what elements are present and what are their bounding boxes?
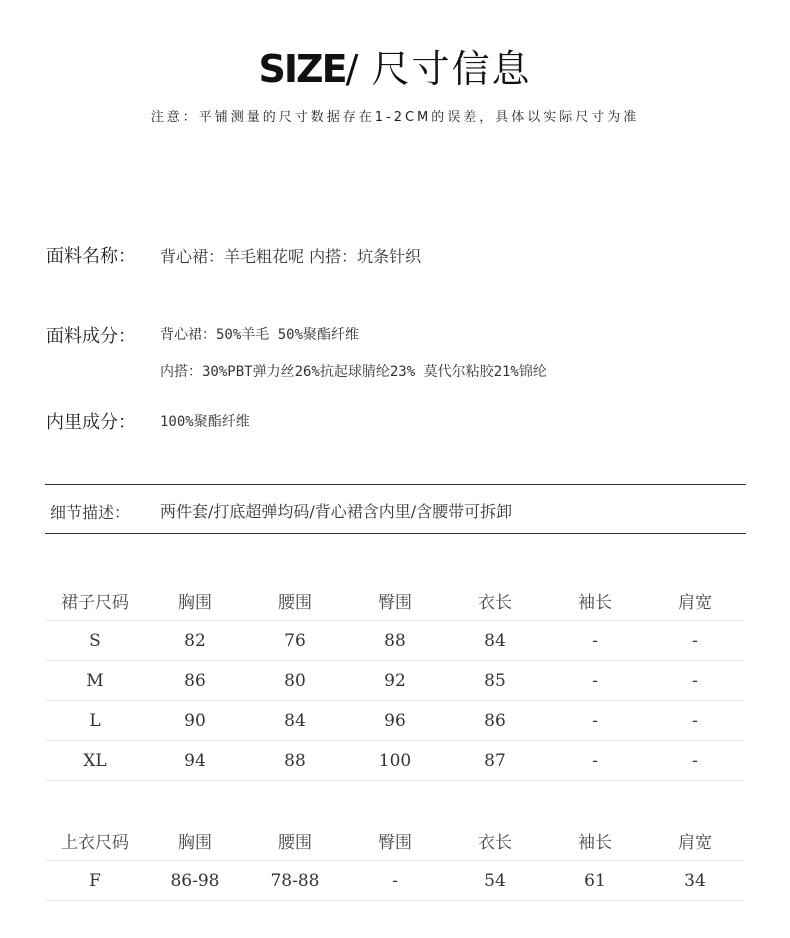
table-cell: - [545, 661, 645, 701]
title-main: SIZE [258, 47, 346, 91]
table-cell: - [645, 661, 745, 701]
skirt-header-bust: 胸围 [145, 580, 245, 621]
page-title [0, 38, 790, 93]
divider-top [45, 484, 746, 485]
skirt-size-table [45, 580, 745, 781]
table-cell: - [645, 741, 745, 781]
measurement-note: 注意：平铺测量的尺寸数据存在1-2CM的误差，具体以实际尺寸为准 [150, 110, 640, 125]
title-separator: / [345, 47, 358, 91]
skirt-header-hip: 臀围 [345, 580, 445, 621]
skirt-header-waist: 腰围 [245, 580, 345, 621]
table-cell: 94 [145, 741, 245, 781]
table-cell: 84 [445, 621, 545, 661]
table-cell: 96 [345, 701, 445, 741]
table-cell: 87 [445, 741, 545, 781]
details-label: 细节描述： [50, 503, 131, 522]
top-header-bust: 胸围 [145, 820, 245, 861]
table-row [45, 741, 745, 781]
fabric-composition-line1: 背心裙：50%羊毛 50%聚酯纤维 [160, 327, 360, 343]
top-header-shoulder: 肩宽 [645, 820, 745, 861]
skirt-table-header-row [45, 580, 745, 621]
top-size-table [45, 820, 745, 901]
table-cell: 88 [345, 621, 445, 661]
top-table-header-row [45, 820, 745, 861]
table-cell: 34 [645, 861, 745, 901]
table-cell: S [45, 621, 145, 661]
table-cell: 92 [345, 661, 445, 701]
table-row [45, 861, 745, 901]
table-cell: M [45, 661, 145, 701]
table-row [45, 621, 745, 661]
table-cell: - [645, 701, 745, 741]
table-cell: XL [45, 741, 145, 781]
top-header-hip: 臀围 [345, 820, 445, 861]
table-cell: 86-98 [145, 861, 245, 901]
table-cell: 61 [545, 861, 645, 901]
skirt-header-size: 裙子尺码 [45, 580, 145, 621]
table-cell: 85 [445, 661, 545, 701]
lining-label: 内里成分： [46, 412, 136, 433]
table-cell: - [645, 621, 745, 661]
table-cell: 54 [445, 861, 545, 901]
fabric-name-value: 背心裙：羊毛粗花呢 内搭：坑条针织 [160, 247, 422, 266]
table-cell: 76 [245, 621, 345, 661]
top-header-waist: 腰围 [245, 820, 345, 861]
top-header-size: 上衣尺码 [45, 820, 145, 861]
table-cell: - [545, 701, 645, 741]
lining-value: 100%聚酯纤维 [160, 414, 250, 430]
table-cell: 100 [345, 741, 445, 781]
skirt-header-length: 衣长 [445, 580, 545, 621]
table-row [45, 701, 745, 741]
table-cell: - [345, 861, 445, 901]
details-value: 两件套/打底超弹均码/背心裙含内里/含腰带可拆卸 [160, 502, 513, 521]
skirt-header-shoulder: 肩宽 [645, 580, 745, 621]
skirt-header-sleeve: 袖长 [545, 580, 645, 621]
table-cell: F [45, 861, 145, 901]
fabric-composition-label: 面料成分： [46, 326, 136, 347]
table-cell: 80 [245, 661, 345, 701]
table-cell: 86 [445, 701, 545, 741]
table-cell: - [545, 741, 645, 781]
table-row [45, 661, 745, 701]
table-cell: - [545, 621, 645, 661]
table-cell: 88 [245, 741, 345, 781]
fabric-composition-line2: 内搭：30%PBT弹力丝26%抗起球腈纶23% 莫代尔粘胶21%锦纶 [160, 364, 547, 380]
table-cell: 82 [145, 621, 245, 661]
fabric-name-label: 面料名称： [46, 246, 136, 267]
table-cell: L [45, 701, 145, 741]
table-cell: 78-88 [245, 861, 345, 901]
title-sub: 尺寸信息 [357, 47, 532, 91]
table-cell: 86 [145, 661, 245, 701]
top-header-length: 衣长 [445, 820, 545, 861]
top-header-sleeve: 袖长 [545, 820, 645, 861]
table-cell: 84 [245, 701, 345, 741]
table-cell: 90 [145, 701, 245, 741]
divider-bottom [45, 533, 746, 534]
